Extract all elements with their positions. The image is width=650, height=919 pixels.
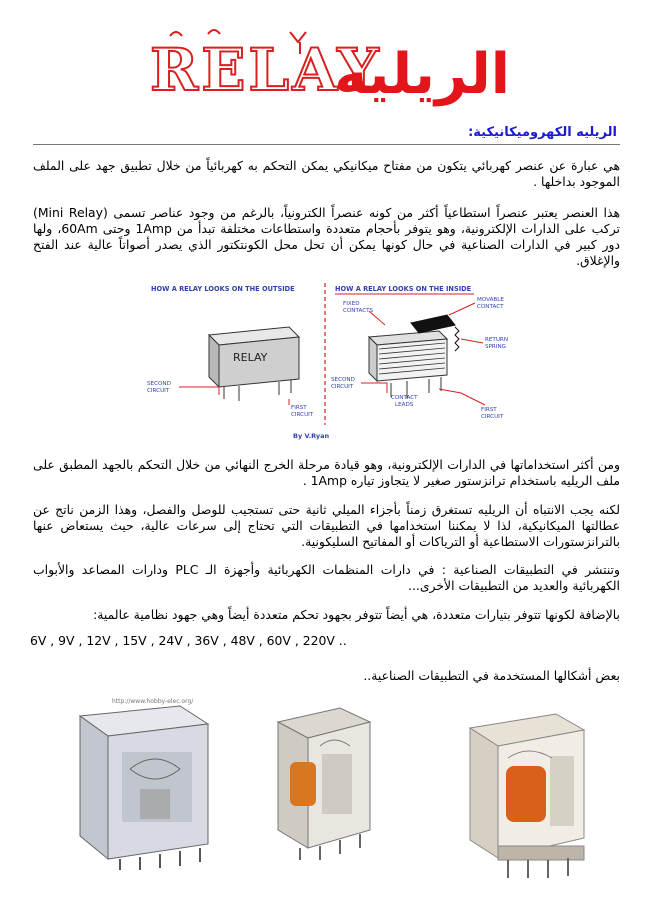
relay-photo-2 xyxy=(270,702,378,864)
movable-contact-label: MOVABLE xyxy=(477,297,504,303)
right-second-circuit-label-2: CIRCUIT xyxy=(331,384,354,390)
right-first-circuit-label: FIRST xyxy=(481,407,497,413)
fixed-contacts-label: FIXED xyxy=(343,301,360,307)
title-divider xyxy=(33,144,620,145)
right-first-circuit-arrow xyxy=(439,389,485,405)
logo-latin: RELAY xyxy=(150,36,382,104)
paragraph-power-element: هذا العنصر يعتبر عنصراً استطاعياً أكثر من كونه عنصراً الكترونياً، بالرغم من وجود عناصر تسمى (Mini Relay) تركب على الدارات الإلكترونية، وهو يتوفر بأحجام متعددة واستطاعات مختلفة تبدأ من 1Amp وحتى 60Am، ولها دور كبير في الدارات الصناعية في حال كونها يمكن أن تحل محل الكونتكتور الذي يصدر أصواتاً عالية عند الفتح والإغلاق. xyxy=(33,205,620,268)
fixed-contacts-label-2: CONTACTS xyxy=(343,308,374,314)
return-spring-label: RETURN xyxy=(485,337,509,343)
movable-contact-label-2: CONTACT xyxy=(477,304,504,310)
left-second-circuit-arrow xyxy=(179,387,219,395)
voltage-list: 6V , 9V , 12V , 15V , 24V , 36V , 48V , 60V , 220V .. xyxy=(30,633,347,648)
relay-box-label: RELAY xyxy=(233,351,268,364)
paragraph-definition: هي عبارة عن عنصر كهربائي يتكون من مفتاح ميكانيكي يمكن التحكم به كهربائياً من خلال تطبيق جهد على الملف الموجود بداخلها . xyxy=(33,158,620,189)
diagram-inside-title: HOW A RELAY LOOKS ON THE INSIDE xyxy=(335,285,472,293)
contact-leads-label: CONTACT xyxy=(391,395,418,401)
relay-photo-1 xyxy=(60,694,222,874)
right-second-circuit-arrow xyxy=(361,383,387,393)
paragraph-applications: وتنتشر في التطبيقات الصناعية : في دارات المنظمات الكهربائية وأجهزة الـ PLC ودارات المصاعد والأبواب الكهربائية والعديد من التطبيقات الأخرى... xyxy=(33,562,620,593)
right-first-circuit-label-2: CIRCUIT xyxy=(481,414,504,420)
left-second-circuit-label-2: CIRCUIT xyxy=(147,388,170,394)
diagram-outside-title: HOW A RELAY LOOKS ON THE OUTSIDE xyxy=(151,285,295,293)
paragraph-usage: ومن أكثر استخداماتها في الدارات الإلكترونية، وهو قيادة مرحلة الخرج النهائي من خلال التحكم بالجهد المطبق على ملف الريليه باستخدام ترانزستور صغير لا يتجاوز تياره 1Amp . xyxy=(33,457,620,488)
diagram-credit: By V.Ryan xyxy=(293,432,330,440)
paragraph-response-time: لكنه يجب الانتباه أن الريليه تستغرق زمناً بأجزاء الميلي ثانية حتى تستجيب للوصل والفصل، وهذا الزمن ناتج عن عطالتها الميكانيكية، لذا لا يمكننا استخدامها في التطبيقات التي تحتاج إلى سرعات عالية، حيث يستعاض عنها بالترانزستورات الاستطاعية أو الترياكات أو المفاتيح السليكونية. xyxy=(33,502,620,549)
relay-box-drawing xyxy=(209,327,299,401)
relay-photo-3 xyxy=(462,706,590,884)
contact-leads-label-2: LEADS xyxy=(395,402,414,408)
movable-contact-arrow xyxy=(449,303,475,315)
right-second-circuit-label: SECOND xyxy=(331,377,355,383)
header-banner xyxy=(150,28,510,116)
left-first-circuit-label-2: CIRCUIT xyxy=(291,412,314,418)
relay-internal-drawing xyxy=(369,315,459,399)
paragraph-shapes-intro: بعض أشكالها المستخدمة في التطبيقات الصناعية.. xyxy=(363,668,620,683)
relay-diagram xyxy=(129,275,521,447)
photo-watermark: http://www.hobby-elec.org/ xyxy=(112,698,194,705)
paragraph-voltages-intro: بالإضافة لكونها تتوفر بتيارات متعددة، هي أيضاً تتوفر بجهود تحكم متعددة أيضاً وهي جهود نظامية عالمية: xyxy=(93,607,620,622)
left-first-circuit-label: FIRST xyxy=(291,405,307,411)
return-spring-arrow xyxy=(461,339,483,343)
logo-arabic: الريليه xyxy=(334,42,510,107)
fixed-contacts-arrow xyxy=(369,311,385,325)
left-second-circuit-label: SECOND xyxy=(147,381,171,387)
section-title: الريليه الكهروميكانيكية: xyxy=(468,125,617,140)
return-spring-label-2: SPRING xyxy=(485,344,506,350)
